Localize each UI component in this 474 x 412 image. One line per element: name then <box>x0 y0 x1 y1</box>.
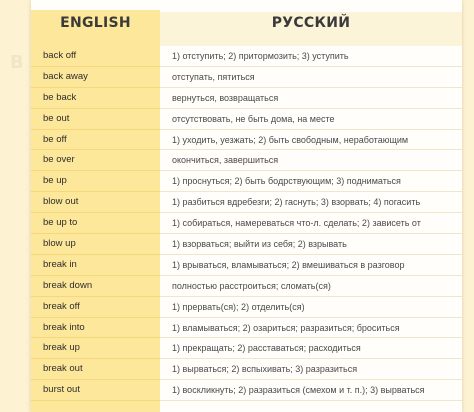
russian-translation: 1) воскликнуть; 2) разразиться (смехом и т. п.); 3) вырваться <box>172 385 425 396</box>
russian-translation: 1) вламываться; 2) озариться; разразиться; броситься <box>172 322 400 333</box>
table-row <box>31 297 462 318</box>
english-phrase: back away <box>43 70 88 82</box>
english-phrase: break up <box>43 342 80 354</box>
table-body <box>31 46 462 401</box>
english-phrase: be up to <box>43 217 78 229</box>
table-row <box>31 276 462 297</box>
english-phrase: break down <box>43 279 93 291</box>
english-phrase: be out <box>43 112 70 124</box>
russian-translation: 1) проснуться; 2) быть бодрствующим; 3) подниматься <box>172 176 401 187</box>
table-row <box>31 88 462 109</box>
russian-translation: 1) вырваться; 2) вспыхивать; 3) разразиться <box>172 364 358 375</box>
english-phrase: be back <box>43 91 77 103</box>
english-phrase: back off <box>43 50 77 61</box>
table-row <box>31 150 462 171</box>
russian-translation: 1) прекращать; 2) расставаться; расходиться <box>172 343 361 354</box>
english-phrase: be off <box>43 133 67 145</box>
header-english: ENGLISH <box>60 15 131 31</box>
header-russian: РУССКИЙ <box>160 12 462 46</box>
table-row <box>31 213 462 234</box>
table-row <box>31 46 462 67</box>
table-row <box>31 318 462 339</box>
table-row <box>31 67 462 88</box>
english-phrase: blow up <box>43 238 76 250</box>
english-phrase: break out <box>43 363 83 375</box>
english-phrase: break in <box>43 258 77 270</box>
english-phrase: burst out <box>43 384 80 396</box>
russian-translation: окончиться, завершиться <box>172 155 279 166</box>
russian-translation: 1) разбиться вдребезги; 2) гаснуть; 3) взорвать; 4) погасить <box>172 197 421 208</box>
background-section-letter: B <box>10 52 24 73</box>
table-row <box>31 171 462 192</box>
russian-translation: 1) собираться, намереваться что-л. сделать; 2) зависеть от <box>172 218 421 229</box>
table-row <box>31 359 462 380</box>
russian-translation: 1) уходить, уезжать; 2) быть свободным, неработающим <box>172 134 409 145</box>
russian-translation: полностью расстроиться; сломать(ся) <box>172 280 331 291</box>
table-row <box>31 380 462 401</box>
table-row <box>31 255 462 276</box>
english-phrase: be over <box>43 154 75 166</box>
russian-translation: отсутствовать, не быть дома, на месте <box>172 113 335 124</box>
table-row <box>31 234 462 255</box>
russian-translation: 1) взорваться; выйти из себя; 2) взрывать <box>172 239 347 250</box>
english-phrase: blow out <box>43 196 79 208</box>
table-row <box>31 338 462 359</box>
table-row <box>31 109 462 130</box>
russian-translation: 1) врываться, вламываться; 2) вмешиваться в разговор <box>172 259 405 270</box>
russian-translation: вернуться, возвращаться <box>172 92 279 103</box>
english-phrase: be up <box>43 175 67 187</box>
table-header <box>31 0 462 46</box>
table-row <box>31 192 462 213</box>
russian-translation: отступать, пятиться <box>172 71 255 82</box>
russian-translation: 1) прервать(ся); 2) отделить(ся) <box>172 301 305 312</box>
english-phrase: break off <box>43 300 80 312</box>
russian-translation: 1) отступить; 2) притормозить; 3) уступить <box>172 51 349 61</box>
phrasal-verbs-table <box>31 0 462 412</box>
table-row <box>31 130 462 151</box>
english-phrase: break into <box>43 321 85 333</box>
